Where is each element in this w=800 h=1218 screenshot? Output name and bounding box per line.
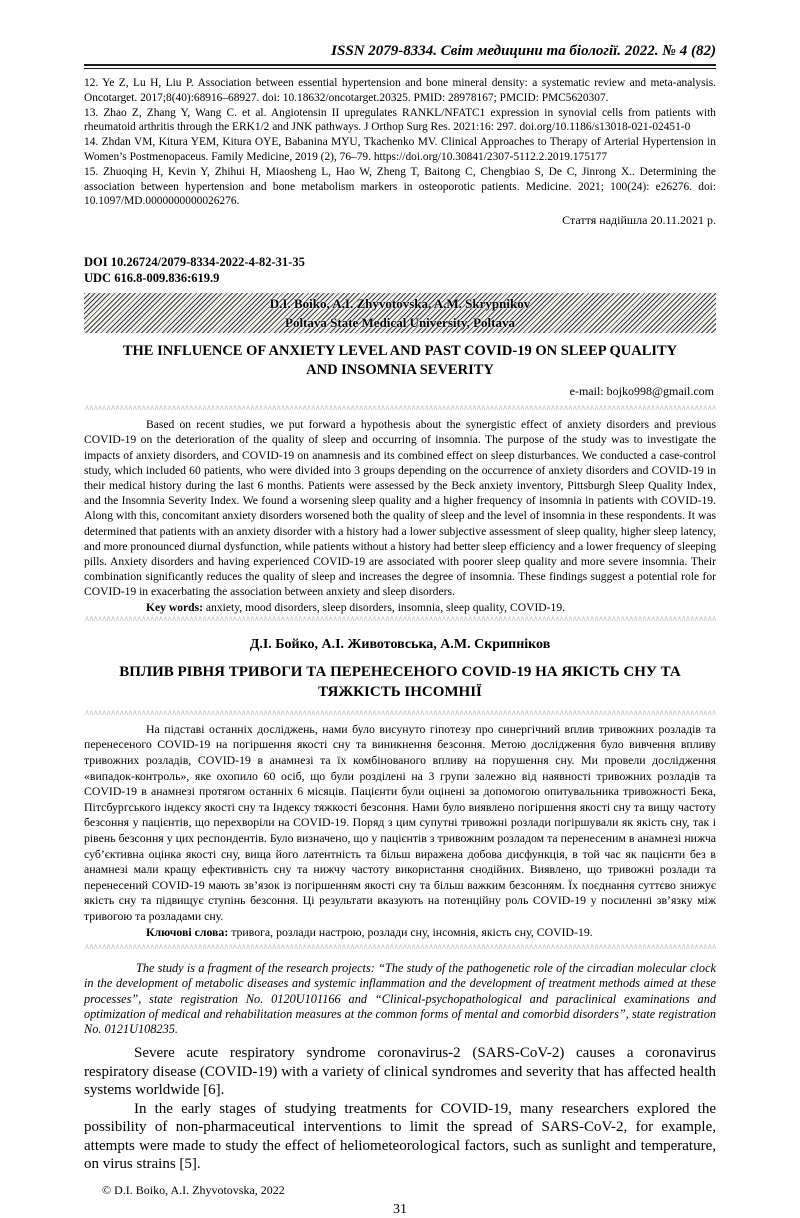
- authors-en: D.I. Boiko, A.I. Zhyvotovska, A.M. Skrypnikov: [269, 296, 531, 312]
- study-fragment-note: The study is a fragment of the research projects: “The study of the pathogenetic role of the circadian molecular clock in the development of metabolic diseases and systemic inflammation and the development of treatment methods aimed at these processes”, state registration No. 0120U101166 and “Clinical-psychopathological and paraclinical examinations and optimization of medical and rehabilitation measures at the common forms of mental and comorbid disorders”, state registration No. 0121U108235.: [84, 961, 716, 1036]
- udc-line: UDC 616.8-009.836:619.9: [84, 271, 220, 286]
- affiliation-en: Poltava State Medical University, Poltava: [285, 315, 515, 331]
- email-line: e-mail: bojko998@gmail.com: [569, 384, 714, 399]
- authors-banner: [84, 293, 716, 333]
- doi-udc-block: [84, 254, 716, 286]
- reference-item: 13. Zhao Z, Zhang Y, Wang C. et al. Angiotensin II upregulates RANKL/NFATC1 expression in synovial cells from patients with rheumatoid arthritis through the ERK1/2 and JNK pathways. J Orthop Surg Res. 2021:16: 297. doi.org/10.1186/s13018-021-02451-0: [84, 106, 716, 134]
- keywords-uk-label: Ключові слова:: [146, 924, 229, 939]
- body-paragraph: In the early stages of studying treatments for COVID-19, many researchers explored the possibility of non-pharmaceutical interventions to limit the spread of SARS-CoV-2, for example, attempts were made to study the effect of heliometeorological factors, such as sunlight and temperature, on virus strains [5].: [84, 1100, 716, 1173]
- header-rule: [84, 64, 716, 69]
- doi-line: DOI 10.26724/2079-8334-2022-4-82-31-35: [84, 255, 305, 270]
- reference-item: 14. Zhdan VM, Kitura YEM, Kitura OYE, Babanina MYU, Tkachenko MV. Clinical Approaches to Therapy of Arterial Hypertension in Women’s Postmenopaceus. Family Medicine, 2019 (2), 76–79. https://doi.org/10.30841/2307-5112.2.2019.175177: [84, 136, 716, 163]
- abstract-en: Based on recent studies, we put forward a hypothesis about the synergistic effect of anxiety disorders and previous COVID-19 on the deterioration of the quality of sleep and occurring of insomnia. The purpose of the study was to investigate the impacts of anxiety disorders, and COVID-19 on anamnesis and its combined effect on sleep disturbances. We conducted a case-control study, which included 60 patients, who were divided into 3 groups depending on the occurrence of anxiety disorders and COVID-19 in their medical history during the last 6 months. Patients were assessed by the Beck anxiety inventory, Pittsburgh Sleep Quality Index, and the Insomnia Severity Index. We found a worsening sleep quality and a higher frequency of insomnia in patients with COVID-19. Along with this, concomitant anxiety disorders worsened both the quality of sleep and the level of insomnia in these respondents. It was determined that patients with an anxiety disorder with a history had a lower subjective assessment of sleep quality, higher sleep latency, and more pronounced diurnal dysfunction, while patients without a history had better sleep efficiency and a lower frequency of sleeping pills. Anxiety disorders and having experienced COVID-19 are associated with poorer sleep quality and more severe insomnia. Their combination significantly reduces the quality of sleep and increases the degree of insomnia. These findings suggest a potential role for COVID-19 in exacerbating the association between anxiety and sleep disorders.: [84, 418, 716, 599]
- body-paragraph: Severe acute respiratory syndrome coronavirus-2 (SARS-CoV-2) causes a coronavirus respiratory disease (COVID-19) with a variety of clinical syndromes and severity that has affected health systems worldwide [6].: [84, 1045, 716, 1099]
- article-title-uk: ВПЛИВ РІВНЯ ТРИВОГИ ТА ПЕРЕНЕСЕНОГО COVID-19 НА ЯКІСТЬ СНУ ТА ТЯЖКІСТЬ ІНСОМНІЇ: [119, 663, 681, 700]
- keywords-uk: [84, 925, 716, 941]
- section-divider: [84, 404, 716, 412]
- keywords-en: [84, 600, 716, 615]
- keywords-uk-text: тривога, розлади настрою, розлади сну, інсомнія, якість сну, COVID-19.: [228, 924, 593, 939]
- received-note: Стаття надійшла 20.11.2021 р.: [562, 213, 716, 228]
- reference-item: 15. Zhuoqing H, Kevin Y, Zhihui H, Miaosheng L, Hao W, Zheng T, Baitong C, Chengbiao S, De C, Jinrong X.. Determining the association between hypertension and bone metabolism markers in osteoporotic patients. Medicine. 2021; 100(24): e26276. doi: 10.1097/MD.0000000000026276.: [84, 165, 716, 208]
- page-number: 31: [393, 1201, 407, 1217]
- section-divider: [84, 943, 716, 951]
- section-divider: [84, 709, 716, 717]
- reference-item: 12. Ye Z, Lu H, Liu P. Association between essential hypertension and bone mineral density: a systematic review and meta-analysis. Oncotarget. 2017;8(40):68916–68927. doi: 10.18632/oncotarget.20325. PMID: 28978167; PMCID: PMC5620307.: [84, 77, 716, 104]
- journal-header: ISSN 2079-8334. Світ медицини та біології. 2022. № 4 (82): [331, 43, 716, 59]
- authors-uk: Д.І. Бойко, А.І. Животовська, А.М. Скрипніков: [249, 636, 551, 652]
- keywords-en-text: anxiety, mood disorders, sleep disorders, insomnia, sleep quality, COVID-19.: [203, 600, 566, 614]
- section-divider: [84, 615, 716, 623]
- copyright-note: © D.I. Boiko, A.I. Zhyvotovska, 2022: [102, 1182, 285, 1197]
- abstract-uk: На підставі останніх досліджень, нами було висунуто гіпотезу про синергічний вплив тривожних розладів та перенесеного COVID-19 на погіршення якості сну та виникнення безсоння. Метою дослідження було вивчення впливу тривожних розладів, COVID-19 в анамнезі та їх комбінованого впливу на порушення сну. Ми провели дослідження «випадок-контроль», яке охопило 60 осіб, що були розділені на 3 групи залежно від наявності тривожних розладів та COVID-19 в анамнезі протягом останніх 6 місяців. Пацієнти були оцінені за допомогою опитувальника тривожності Бека, Пітсбургського індексу якості сну та Індексу тяжкості безсоння. Нами було виявлено погіршення якості сну та вищу частоту безсоння у пацієнтів, що перехворіли на COVID-19. Поряд з цим супутні тривожні розлади погіршували як якість сну, так і рівень безсоння у цих респондентів. Було визначено, що у пацієнтів з тривожним розладом та перенесеним в анамнезі нижча суб’єктивна оцінка якості сну, вища його латентність та більш виражена добова дисфункція, в той час як пацієнти без в анамнезі мали кращу ефективність сну та нижчу частоту використання снодійних. Виявлено, що тривожні розлади та перенесений COVID-19 мають зв’язок із погіршенням якості сну та більш важким безсонням. Їх поєднання суттєво знижує якість сну та підвищує ступінь безсоння. Ці результати вказують на потенційну роль COVID-19 у посиленні зв’язку між тривогою та розладами сну.: [84, 721, 716, 923]
- references-list: [84, 76, 716, 209]
- article-body: [84, 1044, 716, 1174]
- keywords-en-label: Key words:: [146, 600, 203, 614]
- article-title-en: THE INFLUENCE OF ANXIETY LEVEL AND PAST COVID-19 ON SLEEP QUALITY AND INSOMNIA SEVERITY: [122, 343, 678, 379]
